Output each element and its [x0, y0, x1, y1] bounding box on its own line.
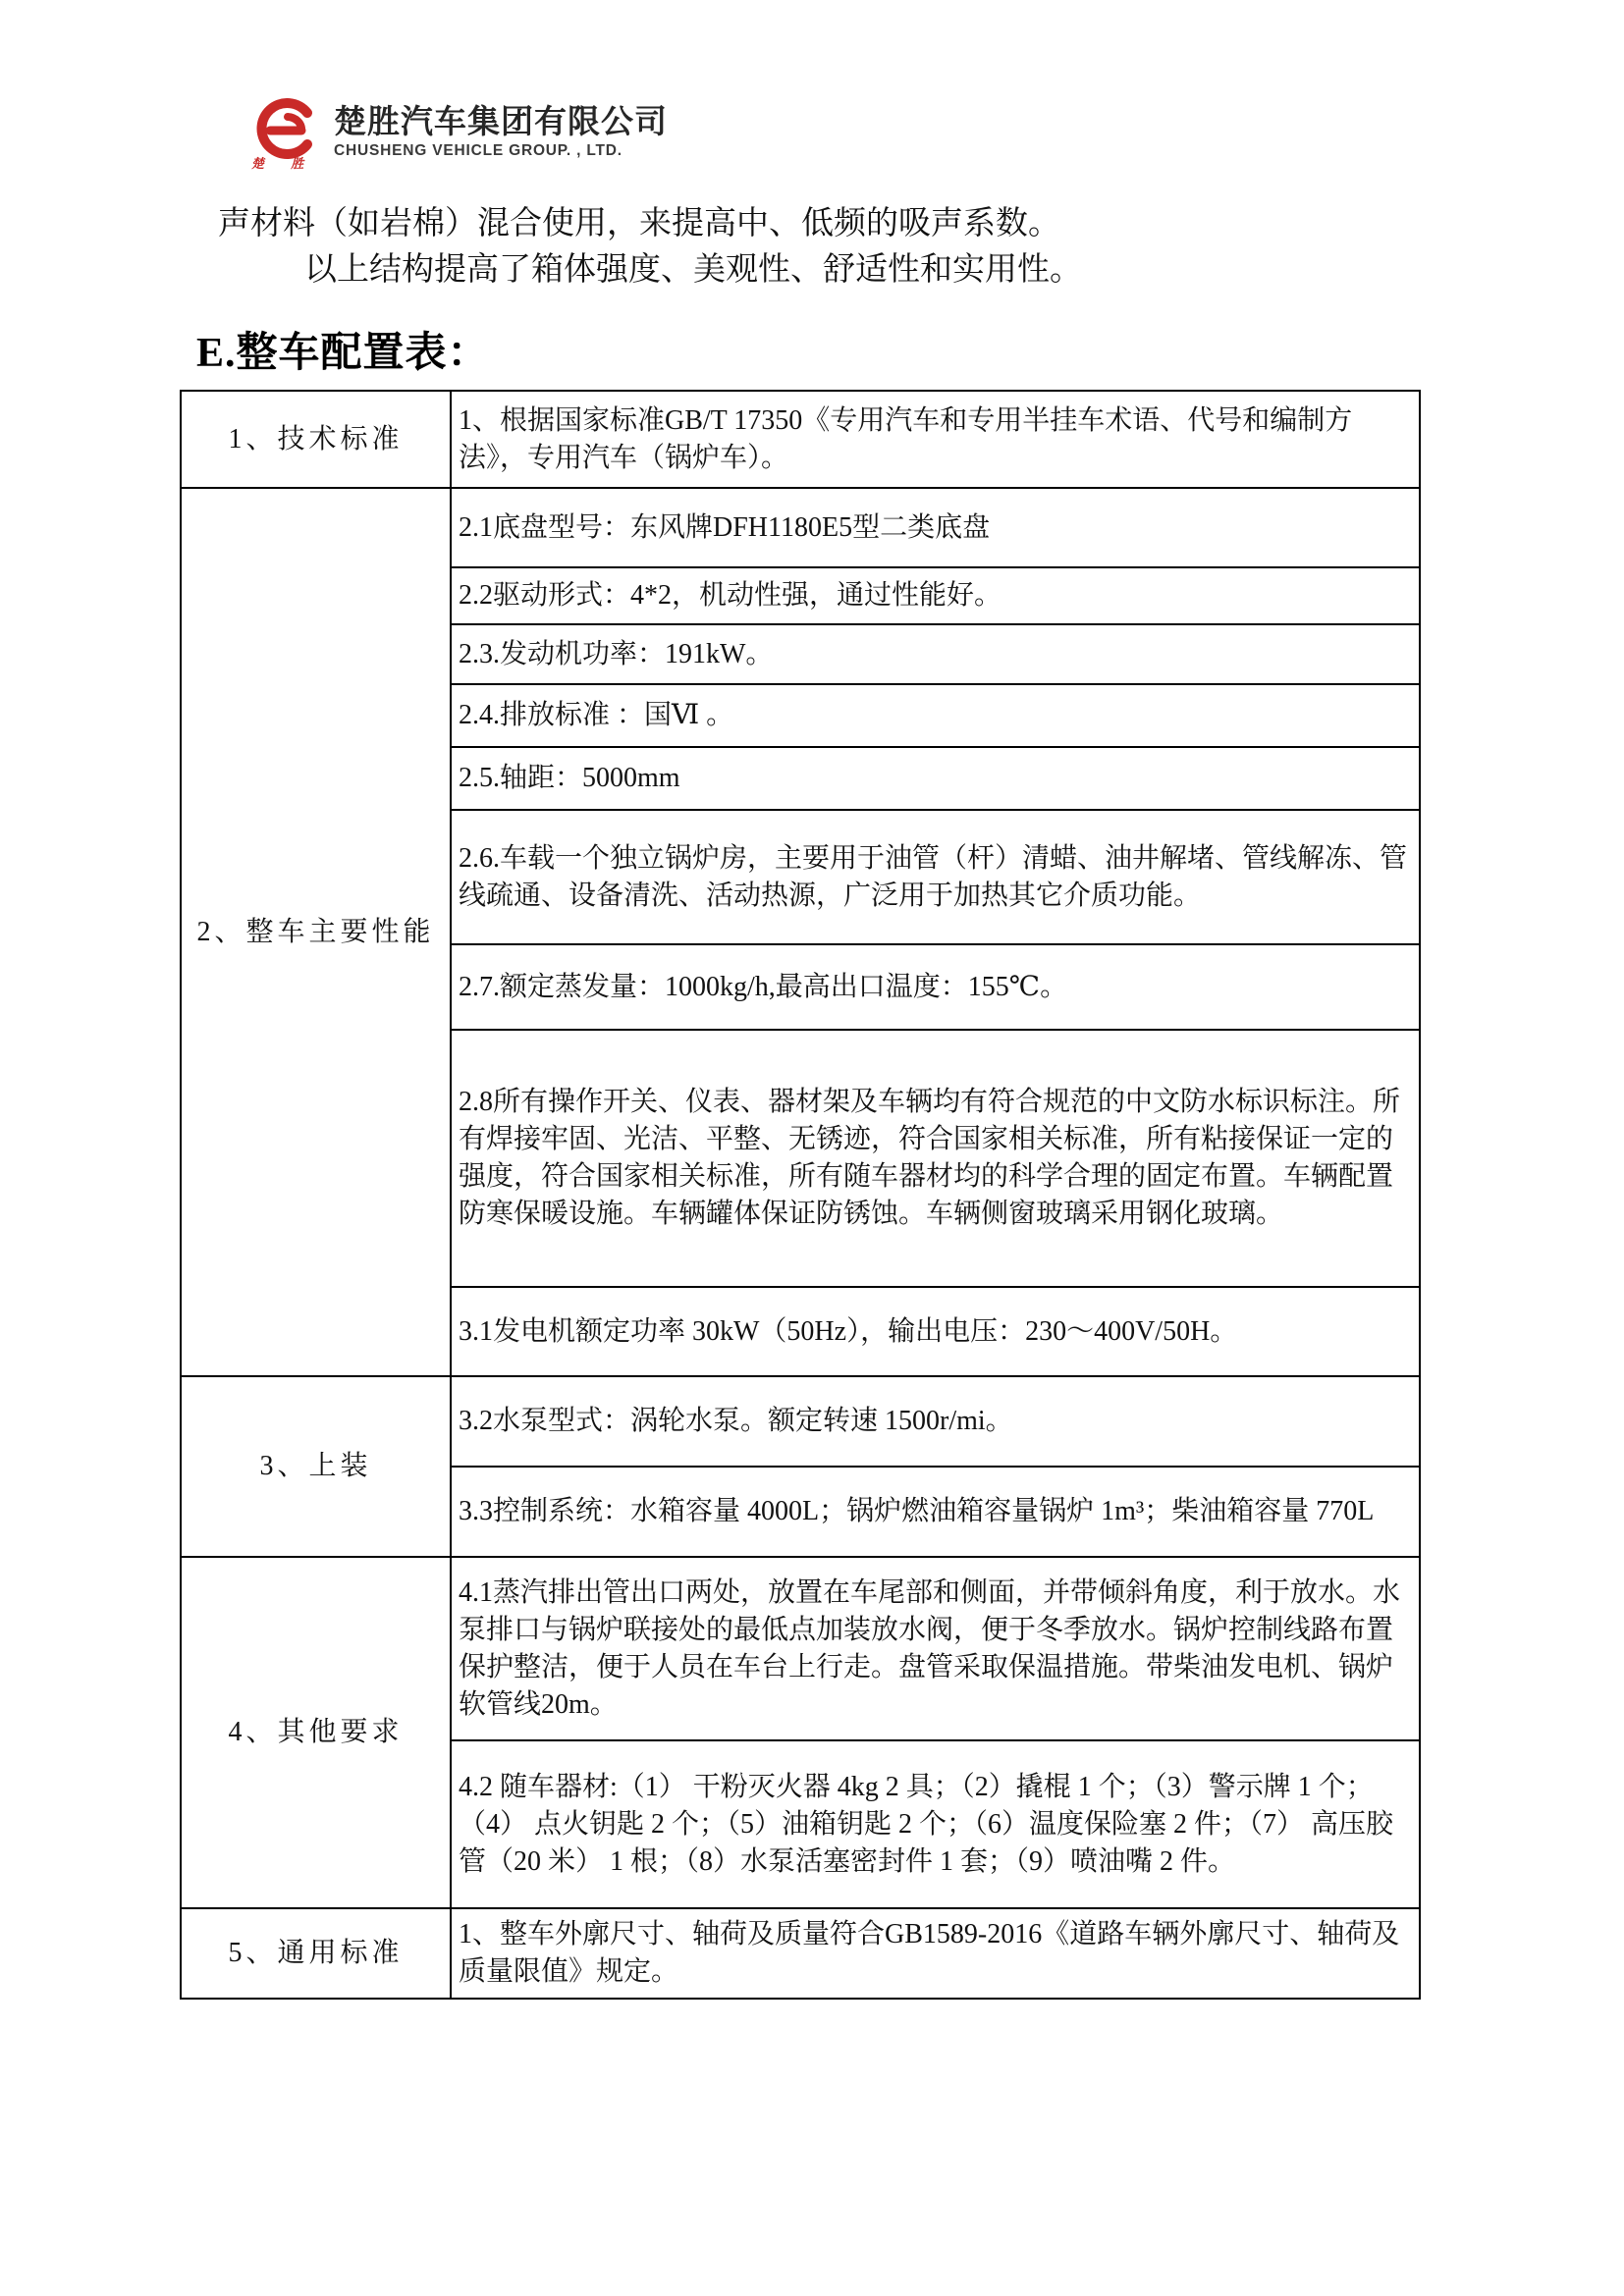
company-name-en: CHUSHENG VEHICLE GROUP. , LTD. [334, 142, 623, 159]
spec-label-cell: 1、技术标准 [181, 391, 451, 488]
table-row [181, 488, 1420, 567]
spec-content-cell: 2.6.车载一个独立锅炉房，主要用于油管（杆）清蜡、油井解堵、管线解冻、管线疏通、设备清洗、活动热源，广泛用于加热其它介质功能。 [451, 810, 1420, 944]
spec-label-cell: 4、其他要求 [181, 1557, 451, 1908]
spec-label-cell: 3、上装 [181, 1376, 451, 1557]
spec-content-cell: 2.5.轴距：5000mm [451, 747, 1420, 810]
company-logo-emblem [251, 98, 320, 175]
spec-content-cell: 2.8所有操作开关、仪表、器材架及车辆均有符合规范的中文防水标识标注。所有焊接牢固、光洁、平整、无锈迹，符合国家相关标准，所有粘接保证一定的强度，符合国家相关标准，所有随车器材均的科学合理的固定布置。车辆配置防寒保暖设施。车辆罐体保证防锈蚀。车辆侧窗玻璃采用钢化玻璃。 [451, 1030, 1420, 1287]
company-logo [251, 98, 668, 175]
company-logo-icon [255, 98, 318, 161]
spec-content-cell: 3.2水泵型式：涡轮水泵。额定转速 1500r/mi。 [451, 1376, 1420, 1467]
company-logo-text [334, 98, 668, 161]
configuration-table [180, 390, 1421, 2000]
company-name-cn: 楚胜汽车集团有限公司 [334, 103, 668, 139]
spec-content-cell: 2.3.发动机功率：191kW。 [451, 624, 1420, 684]
table-row [181, 1376, 1420, 1467]
spec-content-cell: 3.3控制系统：水箱容量 4000L；锅炉燃油箱容量锅炉 1m³；柴油箱容量 770L [451, 1467, 1420, 1557]
spec-content-cell: 2.4.排放标准 ：国Ⅵ 。 [451, 684, 1420, 747]
spec-content-cell: 2.2驱动形式：4*2，机动性强，通过性能好。 [451, 567, 1420, 624]
intro-paragraph-line1: 声材料（如岩棉）混合使用，来提高中、低频的吸声系数。 [218, 206, 1060, 241]
table-row [181, 391, 1420, 488]
spec-content-cell: 4.2 随车器材:（1） 干粉灭火器 4kg 2 具；（2）撬棍 1 个；（3）警示牌 1 个；（4） 点火钥匙 2 个；（5）油箱钥匙 2 个；（6）温度保险塞 2 件；（7） 高压胶管（20 米） 1 根；（8）水泵活塞密封件 1 套；（9）喷油嘴 2 件。 [451, 1740, 1420, 1908]
spec-label-cell: 2、整车主要性能 [181, 488, 451, 1376]
spec-content-cell: 1、整车外廓尺寸、轴荷及质量符合GB1589-2016《道路车辆外廓尺寸、轴荷及质量限值》规定。 [451, 1908, 1420, 1999]
table-row [181, 1557, 1420, 1740]
spec-label-cell: 5、通用标准 [181, 1908, 451, 1999]
spec-content-cell: 2.1底盘型号：东风牌DFH1180E5型二类底盘 [451, 488, 1420, 567]
spec-content-cell: 4.1蒸汽排出管出口两处，放置在车尾部和侧面，并带倾斜角度，利于放水。水泵排口与锅炉联接处的最低点加装放水阀，便于冬季放水。锅炉控制线路布置保护整洁，便于人员在车台上行走。盘管采取保温措施。带柴油发电机、锅炉软管线20m。 [451, 1557, 1420, 1740]
logo-characters: 楚 胜 [251, 156, 316, 171]
table-row [181, 1908, 1420, 1999]
spec-content-cell: 2.7.额定蒸发量：1000kg/h,最高出口温度：155℃。 [451, 944, 1420, 1030]
section-heading: E.整车配置表： [196, 331, 490, 376]
spec-content-cell: 1、根据国家标准GB/T 17350《专用汽车和专用半挂车术语、代号和编制方法》，专用汽车（锅炉车）。 [451, 391, 1420, 488]
spec-content-cell: 3.1发电机额定功率 30kW（50Hz），输出电压：230～400V/50H。 [451, 1287, 1420, 1376]
intro-paragraph-line2: 以上结构提高了箱体强度、美观性、舒适性和实用性。 [304, 252, 1082, 288]
